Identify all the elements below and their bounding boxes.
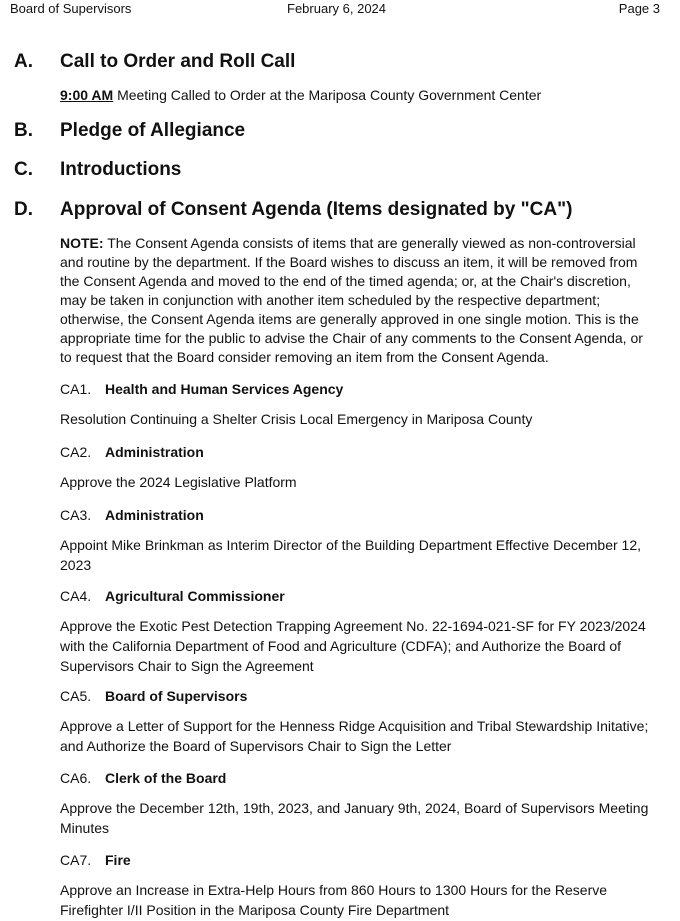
section-title: Approval of Consent Agenda (Items designated by "CA") xyxy=(60,199,573,220)
note-line: otherwise, the Consent Agenda items are generally approved in one single motion. This is the xyxy=(60,311,639,327)
consent-agenda-note xyxy=(60,234,660,367)
consent-item-heading xyxy=(60,769,226,788)
header-date: February 6, 2024 xyxy=(287,1,387,16)
item-department: Board of Supervisors xyxy=(105,688,248,704)
header-board-name: Board of Supervisors xyxy=(10,1,132,16)
consent-item-heading xyxy=(60,587,285,606)
meeting-time: 9:00 AM xyxy=(60,87,114,103)
consent-item-heading xyxy=(60,506,204,525)
section-letter: B. xyxy=(14,120,33,141)
consent-item-description: Appoint Mike Brinkman as Interim Director of the Building Department Effective December 12, 2023 xyxy=(60,537,641,573)
section-letter: D. xyxy=(14,199,33,220)
note-line: may be taken in conjunction with another item scheduled by the respective department; xyxy=(60,292,601,308)
item-department: Agricultural Commissioner xyxy=(105,588,285,604)
note-label: NOTE: xyxy=(60,235,104,251)
consent-item-heading xyxy=(60,380,343,399)
consent-item-description: Approve an Increase in Extra-Help Hours from 860 Hours to 1300 Hours for the Reserve Firefighter I/II Position in the Mariposa County Fire Department xyxy=(60,882,608,918)
item-department: Fire xyxy=(105,852,131,868)
item-number: CA3. xyxy=(60,507,92,523)
meeting-called-text: Meeting Called to Order at the Mariposa County Government Center xyxy=(117,87,542,103)
consent-item-heading xyxy=(60,687,247,706)
section-title: Pledge of Allegiance xyxy=(60,120,246,141)
page-header xyxy=(0,1,680,21)
consent-item-heading xyxy=(60,851,131,870)
consent-item-heading xyxy=(60,443,204,462)
section-title: Introductions xyxy=(60,159,182,180)
item-department: Administration xyxy=(105,444,204,460)
note-line: appropriate time for the public to advise the Chair of any comments to the Consent Agenda, or xyxy=(60,330,643,346)
consent-item-description: Approve the Exotic Pest Detection Trapping Agreement No. 22-1694-021-SF for FY 2023/2024 with the California Department of Food and Agriculture (CDFA); and Authorize the Board of Supervisors Chair to Sign the Agreement xyxy=(60,618,646,674)
consent-item-description: Approve the December 12th, 19th, 2023, and January 9th, 2024, Board of Supervisors Meeting Minutes xyxy=(60,800,649,836)
section-letter: A. xyxy=(14,51,33,72)
note-line: NOTE: The Consent Agenda consists of items that are generally viewed as non-controversial xyxy=(60,235,636,251)
consent-item-description: Resolution Continuing a Shelter Crisis Local Emergency in Mariposa County xyxy=(60,411,533,427)
consent-item-description: Approve a Letter of Support for the Henness Ridge Acquisition and Tribal Stewardship Initative; and Authorize the Board of Supervisors Chair to Sign the Letter xyxy=(60,718,649,754)
item-department: Administration xyxy=(105,507,204,523)
note-line: and routine by the department. If the Board wishes to discuss an item, it will be removed from xyxy=(60,254,638,270)
item-number: CA1. xyxy=(60,381,92,397)
section-letter: C. xyxy=(14,159,33,180)
note-line: the Consent Agenda and moved to the end of the timed agenda; or, at the Chair's discretion, xyxy=(60,273,631,289)
item-number: CA6. xyxy=(60,770,92,786)
call-to-order-text xyxy=(60,86,660,105)
item-number: CA2. xyxy=(60,444,92,460)
item-number: CA5. xyxy=(60,688,92,704)
item-department: Clerk of the Board xyxy=(105,770,227,786)
item-number: CA4. xyxy=(60,588,92,604)
consent-item-description: Approve the 2024 Legislative Platform xyxy=(60,474,297,490)
header-page-number: Page 3 xyxy=(618,1,660,16)
item-number: CA7. xyxy=(60,852,92,868)
note-line: to request that the Board consider removing an item from the Consent Agenda. xyxy=(60,349,549,365)
section-title: Call to Order and Roll Call xyxy=(60,51,296,72)
item-department: Health and Human Services Agency xyxy=(105,381,344,397)
